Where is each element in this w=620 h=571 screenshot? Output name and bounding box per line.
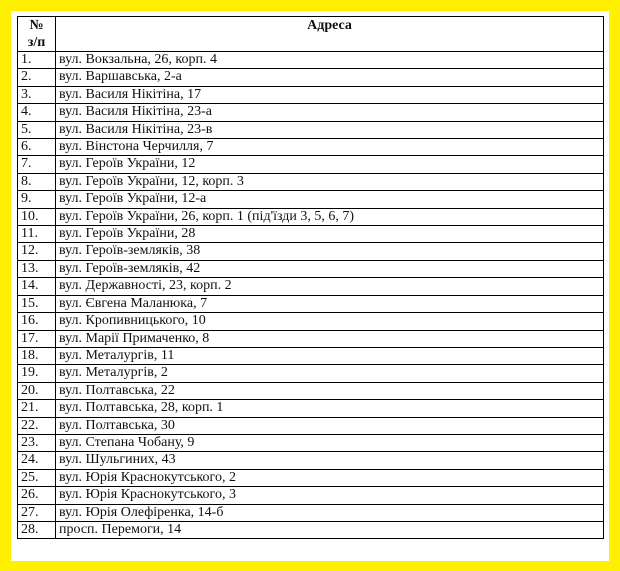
- row-address: вул. Полтавська, 30: [56, 417, 604, 434]
- table-row: [18, 243, 604, 260]
- table-row: [18, 313, 604, 330]
- row-number: 14.: [18, 278, 56, 295]
- row-number: 22.: [18, 417, 56, 434]
- row-address: вул. Юрія Олефіренка, 14-б: [56, 504, 604, 521]
- row-address: вул. Шульгиних, 43: [56, 452, 604, 469]
- row-number: 26.: [18, 487, 56, 504]
- row-address: вул. Марії Примаченко, 8: [56, 330, 604, 347]
- table-row: [18, 191, 604, 208]
- address-table: [17, 16, 604, 539]
- row-number: 16.: [18, 313, 56, 330]
- row-address: вул. Степана Чобану, 9: [56, 434, 604, 451]
- row-number: 20.: [18, 382, 56, 399]
- table-row: [18, 504, 604, 521]
- row-address: вул. Героїв України, 12, корп. 3: [56, 173, 604, 190]
- table-row: [18, 208, 604, 225]
- row-address: вул. Героїв-земляків, 38: [56, 243, 604, 260]
- row-address: вул. Героїв України, 26, корп. 1 (під'їзди 3, 5, 6, 7): [56, 208, 604, 225]
- row-number: 15.: [18, 295, 56, 312]
- header-num-line1: №: [29, 18, 44, 33]
- column-header-number: [18, 17, 56, 52]
- row-number: 25.: [18, 469, 56, 486]
- row-number: 11.: [18, 226, 56, 243]
- row-number: 3.: [18, 86, 56, 103]
- row-number: 21.: [18, 400, 56, 417]
- table-row: [18, 382, 604, 399]
- row-address: вул. Полтавська, 22: [56, 382, 604, 399]
- row-number: 28.: [18, 521, 56, 538]
- row-number: 2.: [18, 69, 56, 86]
- row-number: 19.: [18, 365, 56, 382]
- row-number: 17.: [18, 330, 56, 347]
- table-row: [18, 173, 604, 190]
- row-number: 6.: [18, 139, 56, 156]
- table-row: [18, 104, 604, 121]
- row-number: 12.: [18, 243, 56, 260]
- table-row: [18, 69, 604, 86]
- column-header-address: Адреса: [56, 17, 604, 52]
- row-number: 24.: [18, 452, 56, 469]
- row-address: вул. Металургів, 11: [56, 347, 604, 364]
- row-number: 4.: [18, 104, 56, 121]
- table-row: [18, 226, 604, 243]
- table-row: [18, 260, 604, 277]
- row-number: 13.: [18, 260, 56, 277]
- row-address: вул. Металургів, 2: [56, 365, 604, 382]
- table-row: [18, 400, 604, 417]
- row-number: 27.: [18, 504, 56, 521]
- table-row: [18, 156, 604, 173]
- table-row: [18, 121, 604, 138]
- table-row: [18, 469, 604, 486]
- row-address: вул. Героїв України, 28: [56, 226, 604, 243]
- row-address: вул. Кропивницького, 10: [56, 313, 604, 330]
- row-number: 1.: [18, 52, 56, 69]
- row-number: 23.: [18, 434, 56, 451]
- row-address: вул. Євгена Маланюка, 7: [56, 295, 604, 312]
- header-num-line2: з/п: [27, 35, 46, 50]
- row-address: вул. Полтавська, 28, корп. 1: [56, 400, 604, 417]
- table-row: [18, 330, 604, 347]
- table-row: [18, 452, 604, 469]
- row-address: вул. Василя Нікітіна, 23-в: [56, 121, 604, 138]
- row-address: вул. Вінстона Черчилля, 7: [56, 139, 604, 156]
- row-address: вул. Державності, 23, корп. 2: [56, 278, 604, 295]
- row-address: просп. Перемоги, 14: [56, 521, 604, 538]
- row-address: вул. Юрія Краснокутського, 2: [56, 469, 604, 486]
- document-sheet: [11, 11, 609, 561]
- row-address: вул. Героїв України, 12: [56, 156, 604, 173]
- table-row: [18, 365, 604, 382]
- row-number: 18.: [18, 347, 56, 364]
- row-number: 5.: [18, 121, 56, 138]
- table-row: [18, 295, 604, 312]
- row-address: вул. Юрія Краснокутського, 3: [56, 487, 604, 504]
- row-address: вул. Вокзальна, 26, корп. 4: [56, 52, 604, 69]
- row-number: 9.: [18, 191, 56, 208]
- table-row: [18, 487, 604, 504]
- row-number: 10.: [18, 208, 56, 225]
- table-row: [18, 139, 604, 156]
- table-row: [18, 278, 604, 295]
- table-row: [18, 52, 604, 69]
- row-address: вул. Героїв України, 12-а: [56, 191, 604, 208]
- row-address: вул. Василя Нікітіна, 17: [56, 86, 604, 103]
- row-address: вул. Василя Нікітіна, 23-а: [56, 104, 604, 121]
- row-address: вул. Героїв-земляків, 42: [56, 260, 604, 277]
- row-number: 7.: [18, 156, 56, 173]
- table-row: [18, 86, 604, 103]
- table-row: [18, 347, 604, 364]
- table-header-row: [18, 17, 604, 52]
- table-row: [18, 434, 604, 451]
- row-address: вул. Варшавська, 2-а: [56, 69, 604, 86]
- table-row: [18, 417, 604, 434]
- row-number: 8.: [18, 173, 56, 190]
- table-row: [18, 521, 604, 538]
